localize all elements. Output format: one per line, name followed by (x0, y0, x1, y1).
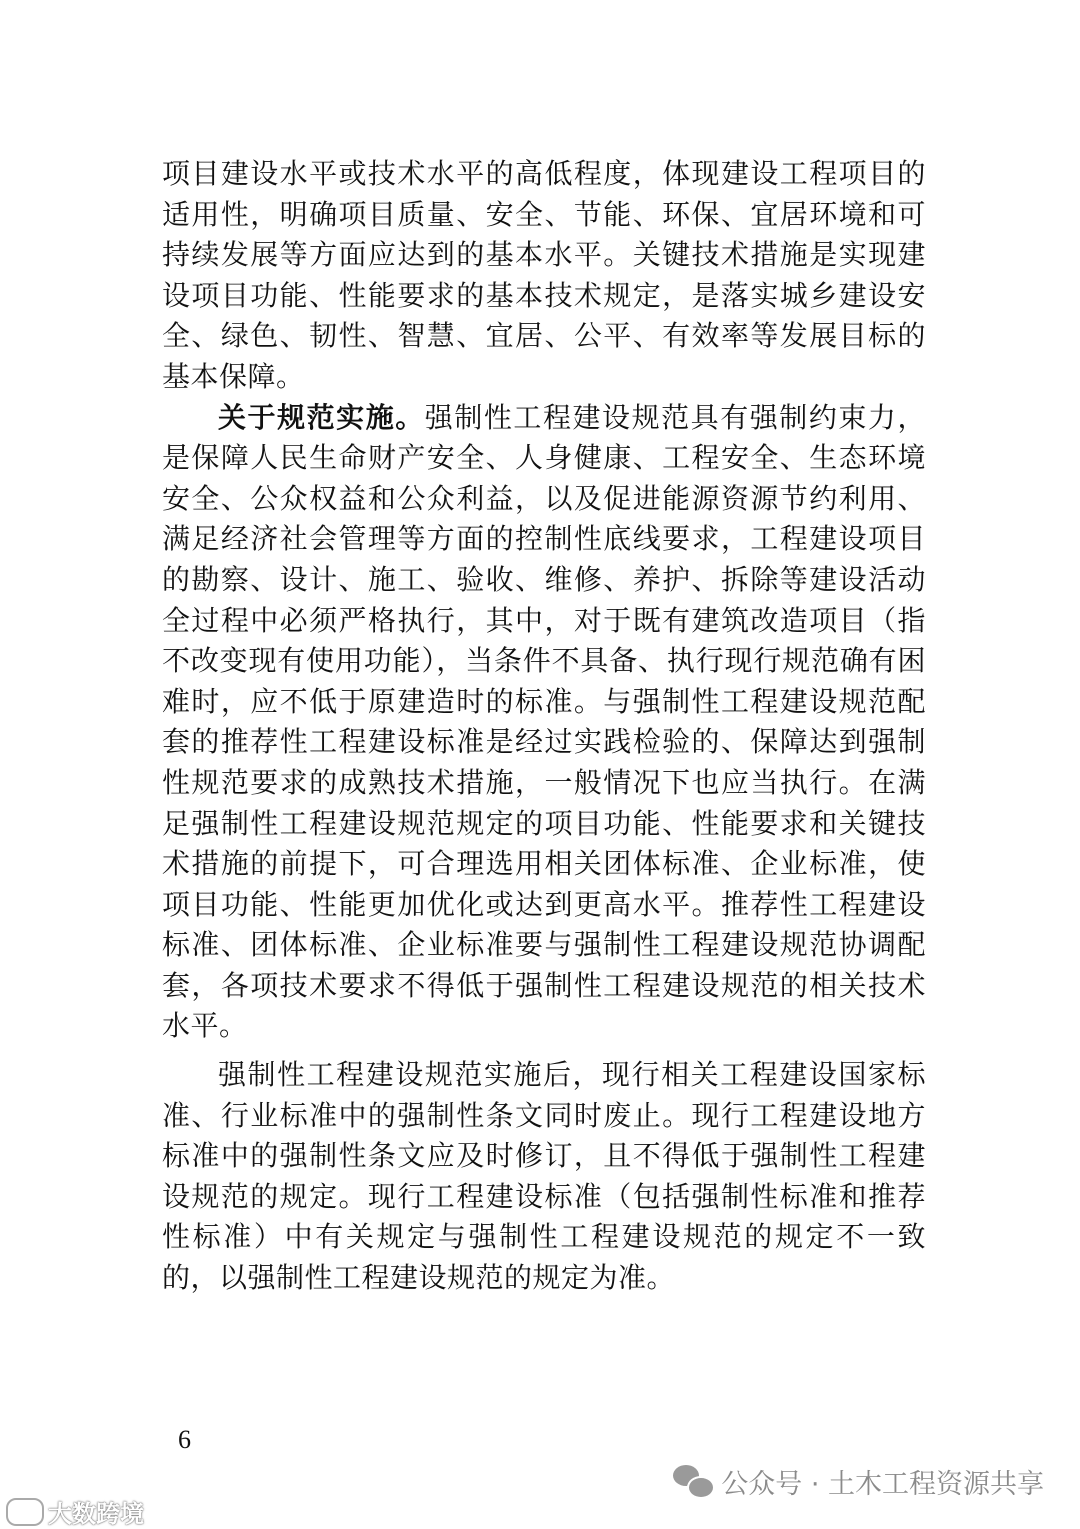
wechat-watermark (673, 1462, 1044, 1501)
corner-watermark (6, 1494, 144, 1529)
paragraph-2-heading: 关于规范实施。 (218, 400, 425, 434)
paragraph-1: 项目建设水平或技术水平的高低程度，体现建设工程项目的适用性，明确项目质量、安全、节能、环保、宜居环境和可持续发展等方面应达到的基本水平。关键技术措施是实现建设项目功能、性能要求的基本技术规定，是落实城乡建设安全、绿色、韧性、智慧、宜居、公平、有效率等发展目标的基本保障。 (162, 157, 926, 393)
paragraph-2 (162, 398, 926, 1048)
corner-watermark-label: 大数跨境 (48, 1500, 144, 1528)
wechat-account-label: 公众号 · 土木工程资源共享 (721, 1469, 1044, 1500)
logo-icon (6, 1498, 44, 1526)
wechat-icon (673, 1465, 713, 1499)
paragraph-2-body: 强制性工程建设规范具有强制约束力，是保障人民生命财产安全、人身健康、工程安全、生态环境安全、公众权益和公众利益，以及促进能源资源节约利用、满足经济社会管理等方面的控制性底线要求，工程建设项目的勘察、设计、施工、验收、维修、养护、拆除等建设活动全过程中必须严格执行，其中，对于既有建筑改造项目（指不改变现有使用功能），当条件不具备、执行现行规范确有困难时，应不低于原建造时的标准。与强制性工程建设规范配套的推荐性工程建设标准是经过实践检验的、保障达到强制性规范要求的成熟技术措施，一般情况下也应当执行。在满足强制性工程建设规范规定的项目功能、性能要求和关键技术措施的前提下，可合理选用相关团体标准、企业标准，使项目功能、性能更加优化或达到更高水平。推荐性工程建设标准、团体标准、企业标准要与强制性工程建设规范协调配套，各项技术要求不得低于强制性工程建设规范的相关技术水平。 (162, 400, 926, 1043)
page-number: 6 (178, 1425, 191, 1454)
document-body (162, 154, 926, 1299)
paragraph-3: 强制性工程建设规范实施后，现行相关工程建设国家标准、行业标准中的强制性条文同时废止。现行工程建设地方标准中的强制性条文应及时修订，且不得低于强制性工程建设规范的规定。现行工程建设标准（包括强制性标准和推荐性标准）中有关规定与强制性工程建设规范的规定不一致的，以强制性工程建设规范的规定为准。 (162, 1058, 926, 1295)
